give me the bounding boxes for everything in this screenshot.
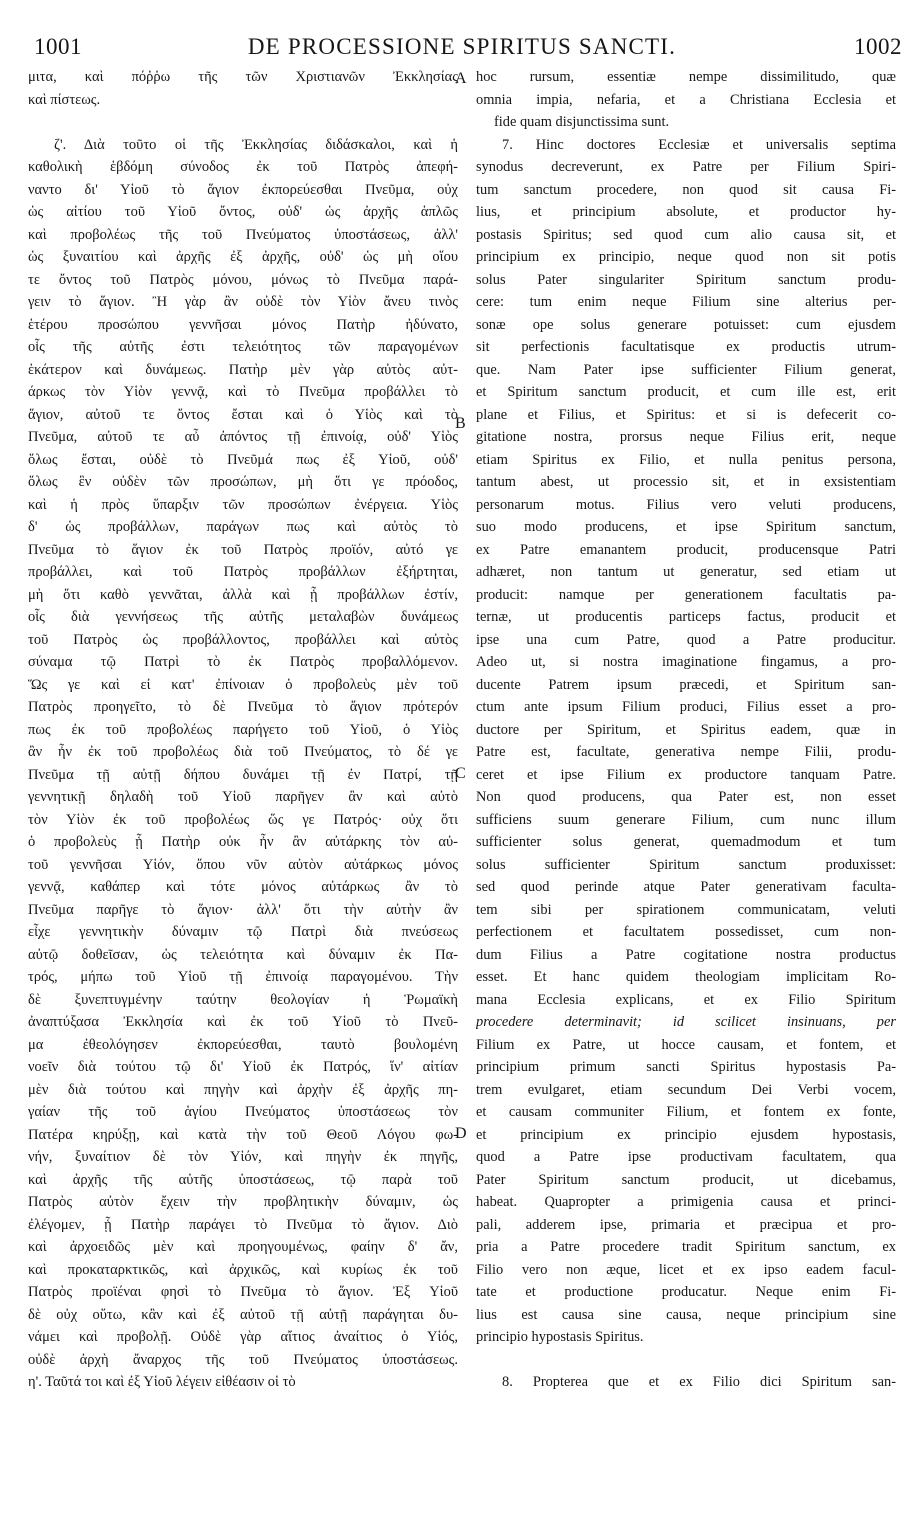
greek-line: νοεῖν διὰ τούτου τῷ δι' Υἱοῦ ἐκ Πατρός, ἵν' αἰτίαν [28,1059,458,1075]
greek-line: ἑκάτερον καὶ δυνάμεως. Πατὴρ μὲν γὰρ αὐτὸς αὐτ- [28,361,458,378]
latin-line: personarum motus. Filius vero veluti producens, [476,496,896,513]
greek-line [28,1394,458,1417]
latin-line: trem evulgaret, etiam secundum Dei Verbi vocem, [476,1081,896,1098]
latin-line: Patre est, facultate, generativa nempe Filii, produ- [476,744,896,760]
paragraph-gap [476,1349,896,1372]
greek-line: δ' ὡς προβάλλων, παράγων πως καὶ αὐτὸς τὸ [28,519,458,535]
latin-column [476,66,896,1394]
greek-line: η'. Ταῦτά τοι καὶ ἐξ Υἱοῦ λέγειν εἰθέασιν οἱ τὸ [28,1374,296,1390]
greek-line: Ὥς γε καὶ εἰ κατ' ἐπίνοιαν ὁ προβολεὺς μὲν τοῦ [28,676,458,693]
greek-line: Πατρὸς προϊέναι φησὶ τὸ Πνεῦμα τὸ ἅγιον. Ἐξ Υἱοῦ [28,1284,458,1300]
latin-line: Pater Spiritum sanctum producit, ut dicebamus, [476,1171,896,1188]
latin-line: solus sufficienter Spiritum sanctum produxisset: [476,856,896,873]
greek-line: πως ἐκ τοῦ προβολέως παρήγετο τοῦ Υἱοῦ, ὁ Υἱὸς [28,721,458,738]
greek-line: νάμει καὶ προβολῇ. Οὐδὲ γὰρ αἴτιος ἀναίτιος ὁ Υἱός, [28,1329,458,1345]
greek-line: δὲ ξυνεπτυγμένην ταύτην θεολογίαν ἡ Ῥωμαϊκὴ [28,991,458,1008]
latin-line: tantum abest, ut processio sit, et in exsistentiam [476,474,896,490]
greek-line: οὐδὲ ἀρχὴ ἄναρχος τῆς τοῦ Πνεύματος ὑποστάσεως. [28,1351,458,1368]
latin-line: ducente Patrem ipsum præcedi, et Spiritum san- [476,676,896,693]
latin-line: Adeo ut, si nostra imaginatione fingamus, a pro- [476,654,896,670]
greek-line: ἑτέρου προσώπου γεννῆσαι μόνος Πατὴρ ἠδύνατο, [28,316,458,333]
latin-line: ipse una cum Patre, quod a Patre producitur. [476,631,896,648]
greek-line: ὡς ξυναιτίου καὶ ἀρχῆς ἐξ ἀρχῆς, οὐδ' ὡς μὴ οἵου [28,249,458,265]
latin-line: sonæ ope solus generare potuisset: cum ejusdem [476,316,896,333]
latin-line: principium ex principio, neque quod non sit potis [476,249,896,265]
latin-line: tate et productione producatur. Neque enim Fi- [476,1284,896,1300]
latin-line: solus Pater singulariter Spiritum sanctum produ- [476,271,896,288]
greek-line: καὶ προβολέως τῆς τοῦ Πνεύματος ὑποστάσεως, ἀλλ' [28,226,458,243]
latin-line: sufficiens suum generare Filium, cum nunc illum [476,811,896,828]
greek-line: οἷς τῆς αὐτῆς ἐστι τελειότητος τῶν παραγομένων [28,339,458,355]
latin-line: omnia impia, nefaria, et a Christiana Ecclesia et [476,91,896,108]
latin-line: dum Filius a Patre cogitatione nostra productus [476,946,896,963]
latin-line: etiam Spiritus ex Filio, et nulla penitus persona, [476,451,896,468]
greek-line: Πατρὸς προηγεῖτο, τὸ δὲ Πνεῦμα τὸ ἅγιον πρότερόν [28,699,458,715]
latin-line: lius est causa sine causa, neque principium sine [476,1306,896,1323]
greek-line: Πνεῦμα, αὐτοῦ τε αὖ ἀπόντος τῇ ἐπινοίᾳ, οὐδ' Υἱὸς [28,429,458,445]
greek-line: μὲν διὰ τούτου καὶ πηγὴν καὶ ἀρχὴν ἐξ ἀρχῆς πη- [28,1081,458,1098]
right-page-number: 1002 [854,34,902,59]
greek-line: αὐτῷ δοθεῖσαν, ὡς τελειότητα καὶ δύναμιν ἐκ Πα- [28,946,458,963]
greek-line: τρός, μήπω τοῦ Υἱοῦ τῇ ἐπινοίᾳ παραγομένου. Τὴν [28,969,458,985]
greek-line: δὲ οὐχ οὕτω, κἂν καὶ ἐξ αὐτοῦ τῇ αὐτῇ παράγηται δυ- [28,1306,458,1323]
latin-line: hoc rursum, essentiæ nempe dissimilitudo, quæ [476,69,896,85]
greek-column [28,66,458,1416]
greek-line: μα ἐθεολόγησεν ἐκπορεύεσθαι, ταυτὸ βουλομένη [28,1036,458,1053]
latin-line: plane et Filius, et Spiritus: et si is defecerit co- [476,406,896,423]
greek-line: γεννητικῇ δηλαδὴ τοῦ Υἱοῦ παρῆγεν ἂν καὶ αὐτὸ [28,789,458,805]
greek-line: καὶ προκαταρκτικῶς, καὶ ἀρχικῶς, καὶ κυρίως ἐκ τοῦ [28,1261,458,1278]
latin-line: et causam communiter Filium, et fontem ex fonte, [476,1104,896,1120]
latin-line: 8. Propterea que et ex Filio dici Spiritum san- [502,1374,896,1390]
latin-line: ternæ, ut producentis particeps factus, producit et [476,609,896,625]
latin-line: esset. Et hanc quidem theologiam implicitam Ro- [476,969,896,985]
latin-line: pali, adderem ipse, primaria et præcipua et pro- [476,1216,896,1233]
greek-line: τε ὄντος τοῦ Πατρὸς μόνου, μόνως τὸ Πνεῦμα παρά- [28,271,458,288]
margin-marker-a: A [455,70,467,87]
latin-line: sed quod perinde atque Pater generativam faculta- [476,879,896,895]
greek-line: σύναμα τῷ Πατρὶ τὸ ἐκ Πατρὸς προβαλλόμενον. [28,654,458,670]
latin-line: suo modo producens, et ipse Spiritum sanctum, [476,519,896,535]
latin-line: Filio vero non æque, licet et ex ipso eadem facul- [476,1261,896,1278]
latin-line: producit: namque per generationem facultatis pa- [476,586,896,603]
greek-line: τοῦ γεννῆσαι Υἱόν, ὅπου νῦν αὐτὸν αὐτάρκως μόνος [28,856,458,873]
latin-line: tem sibi per spirationem communicatam, veluti [476,901,896,918]
running-title: DE PROCESSIONE SPIRITUS SANCTI. [247,34,677,59]
latin-line: Filium ex Patre, ut hocce causam, et fontem, et [476,1036,896,1053]
greek-line: ἀναπτύξασα Ἐκκλησία καὶ ἐκ τοῦ Υἱοῦ τὸ Πνεῦ- [28,1014,458,1030]
greek-line: τοῦ Πατρὸς ὡς προβάλλοντος, προβάλλει καὶ αὐτὸς [28,631,458,648]
paragraph-gap [28,111,458,134]
latin-line: lius, et principium absolute, et productor hy- [476,204,896,220]
greek-line: Πνεῦμα τῇ αὐτῇ δήπου δυνάμει τῇ ἐν Πατρί, τῇ [28,766,458,783]
latin-line: et principium ex principio ejusdem hypostasis, [476,1126,896,1143]
latin-line: pria a Patre procedere tradit Spiritum sanctum, ex [476,1239,896,1255]
latin-line: sufficienter solus generat, quemadmodum et tum [476,834,896,850]
greek-line: ὁ προβολεὺς ᾗ Πατὴρ οὐκ ἦν ἂν αὐτάρκης τὸν αὐ- [28,834,458,850]
greek-line: καὶ ἀρχῆς τῆς αὐτῆς ὑποστάσεως, τῷ παρὰ τοῦ [28,1171,458,1188]
latin-line: ceret et ipse Filium ex productore tanquam Patre. [476,766,896,783]
greek-line: τὸν Υἱὸν ἐκ τοῦ προβολέως ὥς γε Πατρός· οὐχ ὅτι [28,811,458,828]
latin-line: perfectionem et facultatem possedisset, cum non- [476,924,896,940]
latin-line: adhæret, non tantum ut generatur, sed etiam ut [476,564,896,580]
latin-line: sit perfectionis facultatisque ex productis utrum- [476,339,896,355]
greek-line: ναντο δι' Υἱοῦ τὸ ἅγιον ἐκπορεύεσθαι Πνεῦμα, οὐχ [28,181,458,198]
greek-line: Πατέρα κηρύξῃ, καὶ κατὰ τὴν τοῦ Θεοῦ Λόγου φω- [28,1126,458,1143]
greek-line: καθολικὴ ἑβδόμη σύνοδος ἐκ τοῦ Πατρὸς ἀπεφή- [28,159,458,175]
latin-line: principio hypostasis Spiritus. [476,1329,644,1345]
latin-line: Non quod producens, qua Pater est, non esset [476,789,896,805]
margin-marker-c: C [455,765,466,782]
latin-line: ductore per Spiritum, et Spiritus eadem, quæ in [476,721,896,738]
greek-line: ὅλως ἔσται, οὐδὲ τὸ Πνεῦμά πως ἐξ Υἱοῦ, οὐδ' [28,451,458,468]
margin-marker-d: D [455,1125,467,1142]
latin-line: ctum ante ipsum Filium produci, Filius esset a pro- [476,699,896,715]
greek-line: μὴ ὅτι καθὸ γεννᾶται, ἀλλὰ καὶ ᾗ προβάλλων ἐστίν, [28,586,458,603]
latin-line: procedere determinavit; id scilicet insinuans, per [476,1014,896,1030]
greek-line: ζ'. Διὰ τοῦτο οἱ τῆς Ἐκκλησίας διδάσκαλοι, καὶ ἡ [54,136,458,153]
greek-line: ἐλέγομεν, ᾗ Πατὴρ παράγει τὸ Πνεῦμα τὸ ἅγιον. Διὸ [28,1216,458,1233]
greek-line: ἅγιον, αὐτοῦ τε ὄντος ἔσται καὶ ὁ Υἱὸς καὶ τὸ [28,406,458,423]
greek-line: οἷς διὰ γεννήσεως τῆς αὐτῆς μεταλαβὼν δυνάμεως [28,609,458,625]
latin-line: fide quam disjunctissima sunt. [494,114,670,130]
greek-line: νήν, ξυναίτιον δὲ τὸν Υἱόν, καὶ πηγὴν ἐκ πηγῆς, [28,1149,458,1165]
greek-line: προβάλλει, καὶ τοῦ Πατρὸς προβάλλων ἐξήρτηται, [28,564,458,580]
latin-line: tum sanctum procedere, non quod sit causa Fi- [476,181,896,198]
greek-line: Πνεῦμα παρῆγε τὸ ἅγιον· ἀλλ' ὅτι τὴν αὐτὴν ἂν [28,901,458,918]
latin-line: principium primum sancti Spiritus hypostasis Pa- [476,1059,896,1075]
greek-line: γαίαν τῆς τοῦ ἁγίου Πνεύματος ὑποστάσεως τὸν [28,1104,458,1120]
latin-line: habeat. Quapropter a primigenia causa et princi- [476,1194,896,1210]
greek-line: καὶ ἡ πρὸς ὕπαρξιν τῶν προσώπων ἐνέργεια. Υἱὸς [28,496,458,513]
greek-line: άρκως τὸν Υἱὸν γεννᾷ, καὶ τὸ Πνεῦμα προβάλλει τὸ [28,384,458,400]
margin-marker-b: B [455,415,466,432]
latin-line: gitatione nostra, prorsus neque Filius erit, neque [476,429,896,445]
latin-line: que. Nam Pater ipse sufficienter Filium generat, [476,361,896,378]
greek-line: Πατρὸς αὐτὸν ἔχειν τὴν προβλητικὴν δύναμιν, ὡς [28,1194,458,1210]
latin-line: synodus decreverunt, ex Patre per Filium Spiri- [476,159,896,175]
latin-line: 7. Hinc doctores Ecclesiæ et universalis septima [502,136,896,153]
greek-line: καὶ πίστεως. [28,91,101,108]
latin-line: mana Ecclesia explicans, et ex Filio Spiritum [476,991,896,1008]
greek-line: καὶ ἀρχοειδῶς μὲν καὶ προηγουμένως, φαίην δ' ἄν, [28,1239,458,1255]
greek-line: μιτα, καὶ πόῤῥω τῆς τῶν Χριστιανῶν Ἐκκλησίας [28,69,458,85]
greek-line: ἂν ἦν ἐκ τοῦ προβολέως διὰ τοῦ Πνεύματος, τὸ δέ γε [28,744,458,760]
latin-line: quod a Patre ipse productivam facultatem, qua [476,1149,896,1165]
greek-line: γεννᾷ, καθάπερ καὶ τότε μόνος αὐτάρκως ἂν τὸ [28,879,458,895]
latin-line: et Spiritum sanctum producit, et cum ille est, erit [476,384,896,400]
greek-line: ὡς αἰτίου τοῦ Υἱοῦ ὄντος, οὐδ' ὡς ἀρχῆς ἁπλῶς [28,204,458,220]
latin-line: cere: tum enim neque Filium sine alterius per- [476,294,896,310]
greek-line: ὅλως ἓν οὐδὲν τῶν προσώπων, μὴ ὅτι γε πρόοδος, [28,474,458,490]
greek-line: γειν τὸ ἅγιον. Ἢ γὰρ ἂν οὐδὲ τὸν Υἱὸν ἄνευ τινὸς [28,294,458,310]
greek-line: Πνεῦμα τὸ ἅγιον ἐκ τοῦ Πατρὸς προϊόν, αὐτό γε [28,541,458,558]
left-page-number: 1001 [34,34,82,59]
latin-line: ex Patre emanantem producit, producensque Patri [476,541,896,558]
latin-line: postasis Spiritus; sed quod cum alio causa sit, et [476,226,896,243]
greek-line: εἶχε γεννητικὴν δύναμιν τῷ Πατρὶ διὰ πνεύσεως [28,924,458,940]
